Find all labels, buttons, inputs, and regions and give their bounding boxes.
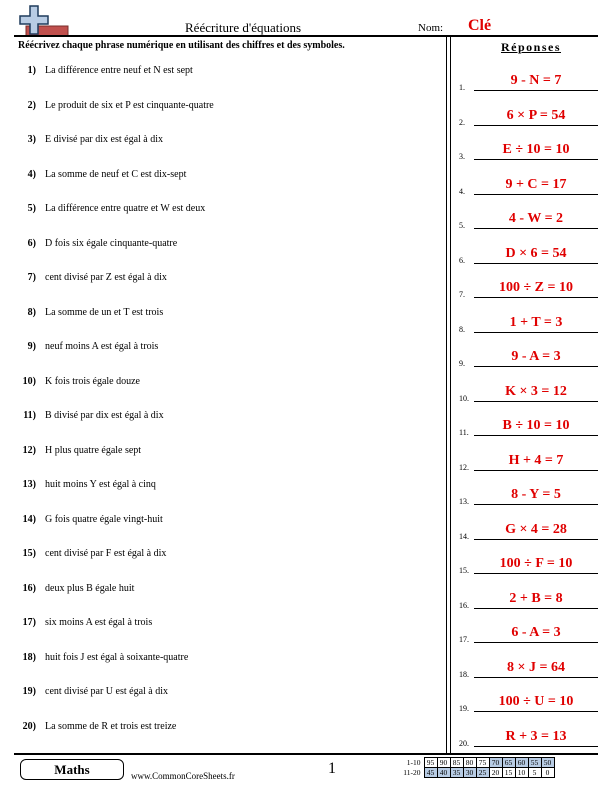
answer-number: 10. (459, 393, 469, 403)
score-cell: 15 (502, 768, 515, 778)
question-text: huit fois J est égal à soixante-quatre (45, 651, 189, 663)
question-text: huit moins Y est égal à cinq (45, 479, 156, 490)
score-row-label: 11-20 (403, 768, 421, 777)
answer-line (474, 642, 598, 643)
question-text: La différence entre neuf et N est sept (45, 65, 193, 76)
name-value: Clé (468, 17, 492, 34)
answer-value: 9 - A = 3 (511, 349, 561, 364)
score-cell: 70 (489, 758, 502, 768)
answer-value: 1 + T = 3 (509, 314, 563, 330)
answer-number: 1. (459, 83, 465, 92)
answer-item (459, 312, 599, 334)
score-cell: 20 (489, 768, 502, 778)
question-number: 10) (22, 375, 36, 387)
answer-number: 20. (459, 738, 469, 748)
answer-value: 9 - N = 7 (510, 73, 562, 88)
question-number: 5) (27, 203, 36, 214)
score-cell: 75 (476, 758, 489, 768)
question-number: 16) (22, 582, 36, 594)
answer-line (474, 90, 598, 91)
answer-line (474, 504, 598, 505)
question-text: G fois quatre égale vingt-huit (45, 513, 163, 525)
question-number: 12) (22, 444, 36, 456)
answer-line (474, 332, 598, 333)
answer-item (459, 726, 599, 748)
score-table (390, 757, 555, 778)
question-text: La somme de neuf et C est dix-sept (45, 168, 187, 180)
answer-value: 100 ÷ F = 10 (499, 556, 573, 571)
question-number: 9) (27, 341, 36, 352)
answer-item (459, 105, 599, 127)
answer-item (459, 588, 599, 610)
answer-item (459, 208, 599, 230)
answer-item (459, 657, 599, 679)
answer-number: 16. (459, 600, 469, 610)
answer-value: 100 ÷ U = 10 (498, 694, 574, 709)
question-text: cent divisé par Z est égal à dix (45, 272, 167, 283)
answer-item (459, 70, 599, 92)
score-cell: 55 (528, 758, 541, 768)
question-number: 15) (22, 548, 36, 559)
answer-item (459, 139, 599, 161)
answer-value: H + 4 = 7 (508, 452, 564, 468)
answer-value: 4 - W = 2 (508, 211, 564, 226)
score-cell: 60 (515, 758, 528, 768)
answer-number: 3. (459, 152, 465, 161)
question-text: La somme de R et trois est treize (45, 720, 177, 732)
instructions: Réécrivez chaque phrase numérique en utilisant des chiffres et des symboles. (18, 40, 345, 51)
answer-item (459, 553, 599, 575)
answer-number: 13. (459, 497, 469, 506)
answer-number: 18. (459, 669, 469, 679)
answer-line (474, 297, 598, 298)
answer-number: 2. (459, 117, 465, 127)
question-number: 20) (22, 720, 36, 732)
answer-number: 6. (459, 255, 465, 265)
score-cell: 0 (541, 768, 554, 778)
question-number: 19) (22, 686, 36, 697)
answer-line (474, 159, 598, 160)
answer-value: B ÷ 10 = 10 (502, 418, 570, 433)
question-number: 7) (27, 272, 36, 283)
answer-value: R + 3 = 13 (505, 728, 567, 744)
question-text: cent divisé par U est égal à dix (45, 686, 169, 697)
answer-line (474, 125, 598, 126)
answer-line (474, 401, 598, 402)
question-number: 11) (23, 410, 36, 421)
answer-item (459, 519, 599, 541)
answer-number: 5. (459, 221, 465, 230)
score-cell: 10 (515, 768, 528, 778)
answer-item (459, 243, 599, 265)
answers-heading: Réponses (500, 40, 561, 54)
answer-number: 8. (459, 324, 465, 334)
score-cell: 30 (463, 768, 476, 778)
answer-item (459, 346, 599, 368)
answer-item (459, 450, 599, 472)
column-divider-right (450, 36, 451, 754)
question-number: 4) (27, 168, 36, 180)
question-number: 6) (27, 237, 36, 249)
answer-value: 100 ÷ Z = 10 (499, 280, 573, 295)
answer-line (474, 711, 598, 712)
answer-number: 14. (459, 531, 469, 541)
score-cell: 45 (424, 768, 437, 778)
answer-number: 15. (459, 566, 469, 575)
question-number: 14) (22, 513, 36, 525)
answer-line (474, 435, 598, 436)
score-cell: 5 (528, 768, 541, 778)
answer-value: 8 × J = 64 (507, 659, 565, 675)
answer-line (474, 677, 598, 678)
answer-number: 12. (459, 462, 469, 472)
question-text: H plus quatre égale sept (45, 444, 142, 456)
answer-line (474, 194, 598, 195)
website-text: www.CommonCoreSheets.fr (131, 771, 235, 781)
answer-line (474, 539, 598, 540)
score-cell: 90 (437, 758, 450, 768)
column-divider-left (446, 36, 447, 754)
answer-item (459, 174, 599, 196)
score-cell: 35 (450, 768, 463, 778)
question-text: La somme de un et T est trois (45, 306, 164, 318)
question-text: six moins A est égal à trois (45, 617, 153, 628)
score-cell: 65 (502, 758, 515, 768)
answer-item (459, 691, 599, 713)
score-cell: 95 (424, 758, 437, 768)
answer-line (474, 228, 598, 229)
score-cell: 25 (476, 768, 489, 778)
answer-value: K × 3 = 12 (505, 383, 567, 399)
question-text: neuf moins A est égal à trois (45, 341, 159, 352)
question-text: cent divisé par F est égal à dix (45, 548, 167, 559)
answer-item (459, 381, 599, 403)
answer-value: 8 - Y = 5 (511, 487, 561, 502)
answer-item (459, 484, 599, 506)
subject-badge: Maths (20, 759, 124, 780)
score-row (390, 758, 554, 768)
answer-value: G × 4 = 28 (505, 521, 567, 537)
name-label: Nom: (418, 22, 444, 34)
answer-number: 4. (459, 186, 465, 196)
score-row (390, 768, 554, 778)
question-number: 8) (27, 306, 36, 318)
question-number: 18) (22, 651, 36, 663)
answer-value: 9 + C = 17 (505, 176, 567, 192)
answer-number: 17. (459, 635, 469, 644)
answer-value: 6 - A = 3 (511, 625, 561, 640)
answer-line (474, 608, 598, 609)
answer-number: 9. (459, 359, 465, 368)
page-number: 1 (328, 760, 336, 777)
question-number: 17) (22, 617, 36, 628)
question-text: K fois trois égale douze (45, 375, 140, 387)
question-text: Le produit de six et P est cinquante-quatre (45, 99, 214, 111)
answer-item (459, 277, 599, 299)
answer-item (459, 415, 599, 437)
answer-number: 11. (459, 428, 469, 437)
question-number: 2) (27, 99, 36, 111)
question-text: D fois six égale cinquante-quatre (45, 237, 178, 249)
answer-value: 2 + B = 8 (509, 590, 563, 606)
header-divider (14, 35, 598, 37)
answer-value: E ÷ 10 = 10 (502, 142, 570, 157)
answer-line (474, 366, 598, 367)
question-text: B divisé par dix est égal à dix (45, 410, 164, 421)
question-text: deux plus B égale huit (45, 582, 135, 594)
answer-line (474, 746, 598, 747)
answer-number: 19. (459, 704, 469, 713)
answer-number: 7. (459, 290, 465, 299)
question-number: 1) (27, 65, 36, 76)
question-text: La différence entre quatre et W est deux (45, 203, 206, 214)
score-cell: 80 (463, 758, 476, 768)
answer-value: D × 6 = 54 (505, 245, 567, 261)
page-title: Réécriture d'équations (185, 20, 302, 35)
footer-divider (14, 753, 598, 755)
question-number: 13) (22, 479, 36, 490)
answer-value: 6 × P = 54 (506, 107, 566, 123)
question-number: 3) (27, 134, 36, 145)
score-row-label: 1-10 (406, 758, 421, 767)
answer-item (459, 622, 599, 644)
answer-line (474, 470, 598, 471)
score-cell: 85 (450, 758, 463, 768)
answer-line (474, 573, 598, 574)
answer-line (474, 263, 598, 264)
score-cell: 50 (541, 758, 554, 768)
score-cell: 40 (437, 768, 450, 778)
question-text: E divisé par dix est égal à dix (45, 134, 164, 145)
